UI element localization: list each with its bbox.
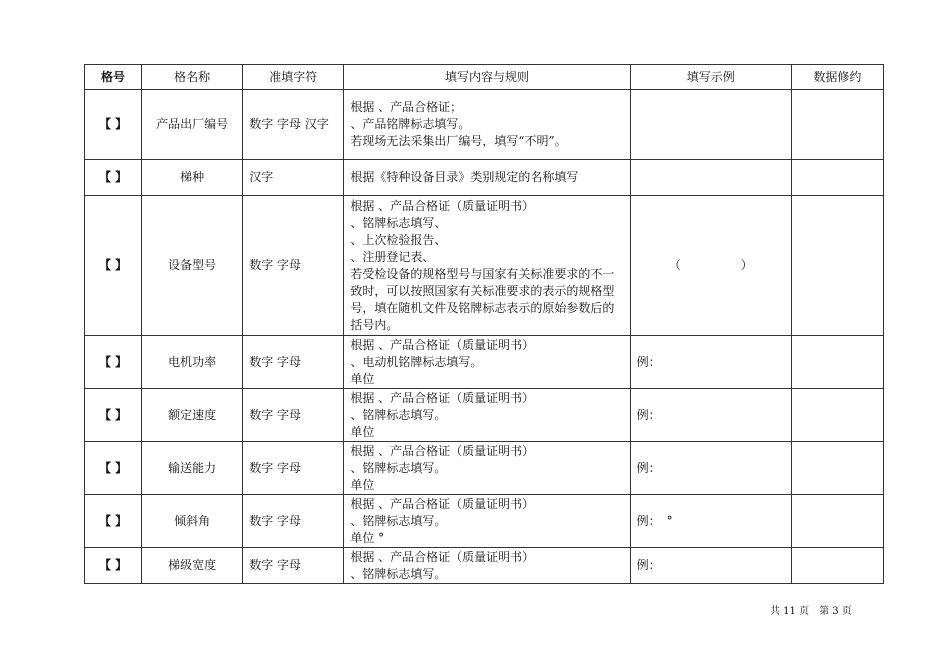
rule-line: 、产品铭牌标志填写。: [350, 117, 471, 131]
header-field-no: 格号: [85, 65, 142, 90]
allowed-chars-cell: 数字 字母: [243, 196, 344, 336]
page-footer: 共 11 页 第 3 页: [770, 606, 852, 617]
fill-rules-cell: [344, 495, 630, 548]
rule-line: 、铭牌标志填写。: [350, 460, 447, 475]
rule-line: 根据 、产品合格证（质量证明书）: [350, 443, 535, 458]
field-no-cell[interactable]: 【 】: [85, 389, 142, 442]
fill-rules-cell: [344, 389, 630, 442]
table-row: [85, 548, 884, 584]
spec-table-container: [84, 64, 884, 584]
field-name-cell: 输送能力: [142, 442, 243, 495]
rule-line: 单位: [350, 477, 375, 492]
allowed-chars-cell: 数字 字母: [243, 548, 344, 584]
fill-example-cell[interactable]: 例：: [630, 442, 791, 495]
fill-rules-cell: [344, 336, 630, 389]
header-allowed-chars: 准填字符: [243, 65, 344, 90]
data-rounding-cell[interactable]: [791, 160, 883, 196]
data-rounding-cell[interactable]: [791, 548, 883, 584]
fill-rules-cell: [344, 90, 630, 160]
data-rounding-cell[interactable]: [791, 90, 883, 160]
rule-line: 根据 、产品合格证（质量证明书）: [350, 549, 535, 564]
data-rounding-cell[interactable]: [791, 495, 883, 548]
rule-line: 若现场无法采集出厂编号，填写“不明”。: [350, 134, 567, 148]
rule-line: 、铭牌标志填写。: [350, 513, 447, 528]
data-rounding-cell[interactable]: [791, 336, 883, 389]
rule-line: 若受检设备的规格型号与国家有关标准要求的不一致时，可以按照国家有关标准要求的表示的规格型号，填在随机文件及铭牌标志表示的原始参数后的括号内。: [350, 266, 615, 332]
fill-rules-cell: [344, 548, 630, 584]
field-no-cell[interactable]: 【 】: [85, 548, 142, 584]
table-row: [85, 160, 884, 196]
fill-example-cell[interactable]: [630, 90, 791, 160]
data-rounding-cell[interactable]: [791, 196, 883, 336]
rule-line: 单位: [350, 424, 375, 439]
rule-line: 根据 、产品合格证；: [350, 100, 463, 114]
field-no-cell[interactable]: 【 】: [85, 336, 142, 389]
fill-example-cell[interactable]: 例：: [630, 336, 791, 389]
allowed-chars-cell: 数字 字母: [243, 442, 344, 495]
rule-line: 根据 、产品合格证（质量证明书）: [350, 337, 535, 352]
data-rounding-cell[interactable]: [791, 442, 883, 495]
fill-rules-cell: [344, 442, 630, 495]
allowed-chars-cell: 数字 字母: [243, 336, 344, 389]
table-row: [85, 196, 884, 336]
table-row: [85, 495, 884, 548]
field-name-cell: 倾斜角: [142, 495, 243, 548]
field-spec-table: [84, 64, 884, 584]
header-data-rounding: 数据修约: [791, 65, 883, 90]
fill-example-cell[interactable]: 例：: [630, 548, 791, 584]
table-row: [85, 442, 884, 495]
rule-line: 、电动机铭牌标志填写。: [350, 354, 483, 369]
header-fill-example: 填写示例: [630, 65, 791, 90]
fill-example-cell[interactable]: 例：: [630, 389, 791, 442]
rule-line: 单位 °: [350, 530, 385, 545]
fill-example-cell[interactable]: （ ）: [630, 196, 791, 336]
table-row: [85, 389, 884, 442]
rule-line: 根据《特种设备目录》类别规定的名称填写: [350, 170, 579, 184]
allowed-chars-cell: 数字 字母: [243, 495, 344, 548]
field-no-cell[interactable]: 【 】: [85, 495, 142, 548]
field-no-cell[interactable]: 【 】: [85, 196, 142, 336]
table-row: [85, 336, 884, 389]
field-no-cell[interactable]: 【 】: [85, 442, 142, 495]
fill-rules-cell: [344, 160, 630, 196]
rule-line: 根据 、产品合格证（质量证明书）: [350, 390, 535, 405]
field-name-cell: 产品出厂编号: [142, 90, 243, 160]
header-field-name: 格名称: [142, 65, 243, 90]
table-row: [85, 90, 884, 160]
allowed-chars-cell: 汉字: [243, 160, 344, 196]
fill-example-cell[interactable]: [630, 160, 791, 196]
allowed-chars-cell: 数字 字母 汉字: [243, 90, 344, 160]
field-no-cell[interactable]: 【 】: [85, 90, 142, 160]
field-name-cell: 电机功率: [142, 336, 243, 389]
fill-example-cell[interactable]: 例： °: [630, 495, 791, 548]
rule-line: 、注册登记表、: [350, 249, 435, 264]
allowed-chars-cell: 数字 字母: [243, 389, 344, 442]
header-fill-rules: 填写内容与规则: [344, 65, 630, 90]
rule-line: 、铭牌标志填写。: [350, 566, 447, 581]
field-name-cell: 梯级宽度: [142, 548, 243, 584]
field-no-cell[interactable]: 【 】: [85, 160, 142, 196]
table-header-row: [85, 65, 884, 90]
rule-line: 根据 、产品合格证（质量证明书）: [350, 496, 535, 511]
field-name-cell: 梯种: [142, 160, 243, 196]
rule-line: 单位: [350, 371, 375, 386]
rule-line: 、铭牌标志填写。: [350, 407, 447, 422]
data-rounding-cell[interactable]: [791, 389, 883, 442]
field-name-cell: 设备型号: [142, 196, 243, 336]
rule-line: 、铭牌标志填写、: [350, 215, 447, 230]
rule-line: 根据 、产品合格证（质量证明书）: [350, 198, 535, 213]
fill-rules-cell: [344, 196, 630, 336]
rule-line: 、上次检验报告、: [350, 232, 447, 247]
field-name-cell: 额定速度: [142, 389, 243, 442]
